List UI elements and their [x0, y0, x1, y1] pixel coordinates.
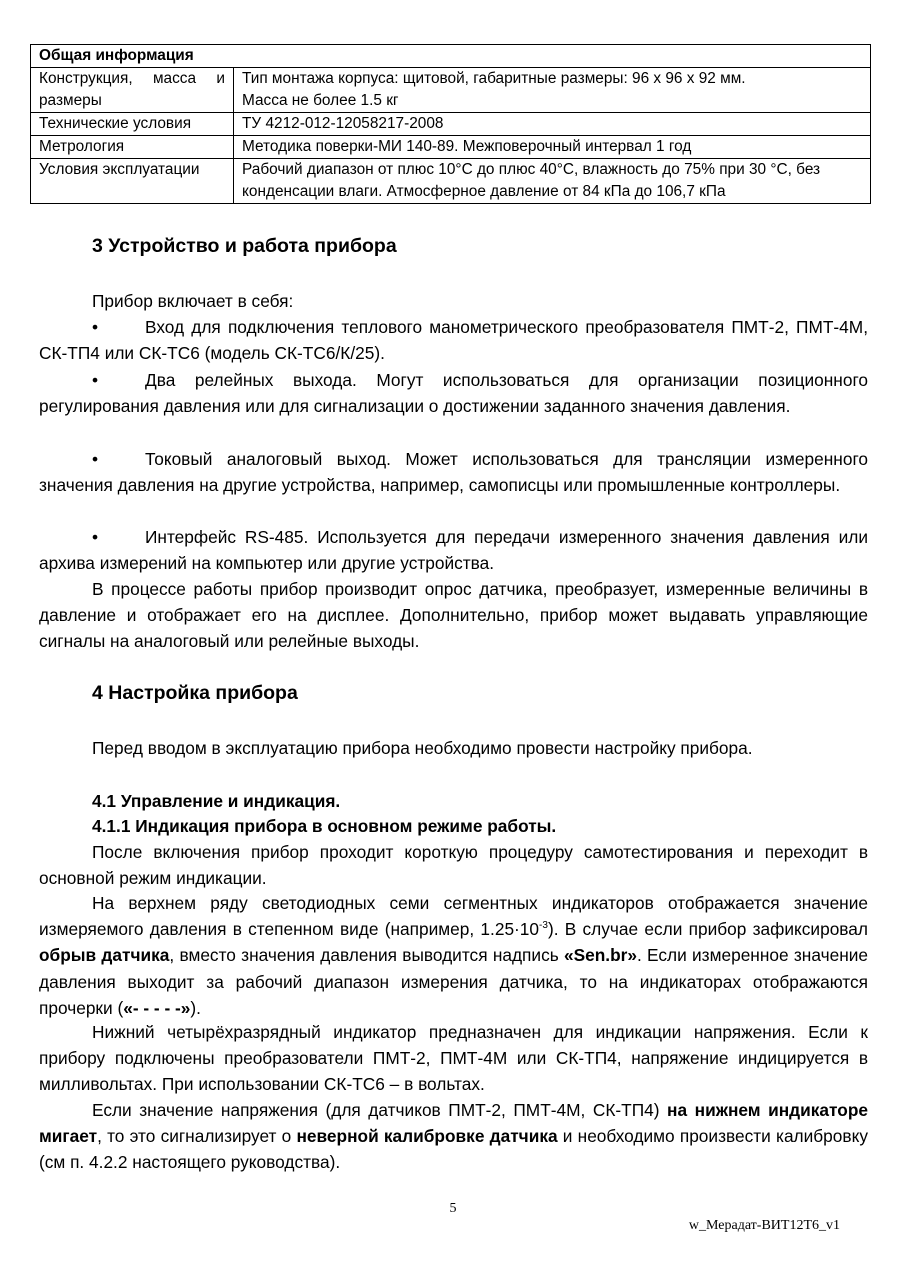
bullet-text: Токовый аналоговый выход. Может использоваться для трансляции измеренного значения давления на другие устройства, например, самописцы или промышленные контроллеры.: [39, 449, 868, 496]
table-key: Условия эксплуатации: [31, 159, 234, 204]
section-4-heading: 4 Настройка прибора: [92, 682, 298, 704]
paragraph-calibration: [39, 1097, 868, 1176]
table-header: Общая информация: [31, 45, 871, 68]
table-value: ТУ 4212-012-12058217-2008: [234, 113, 871, 136]
table-row: [31, 159, 871, 204]
bullet-item: [39, 524, 868, 576]
paragraph-lower-indicator: Нижний четырёхразрядный индикатор предназначен для индикации напряжения. Если к прибору подключены преобразователи ПМТ-2, ПМТ-4М или СК-ТП4, напряжение индицируется в милливольтах. При использовании СК-ТС6 – в вольтах.: [39, 1022, 868, 1095]
bullet-icon: •: [92, 449, 99, 469]
table-value: Рабочий диапазон от плюс 10°С до плюс 40°С, влажность до 75% при 30 °С, без конденсации влаги. Атмосферное давление от 84 кПа до 106,7 кПа: [234, 159, 871, 204]
bullet-item: [39, 367, 868, 419]
section-4-intro: Перед вводом в эксплуатацию прибора необходимо провести настройку прибора.: [92, 738, 753, 758]
text-run: и необходимо произвести калибровку (см п. 4.2.2 настоящего руководства).: [39, 1126, 868, 1173]
table-value-line: Тип монтажа корпуса: щитовой, габаритные размеры: 96 х 96 х 92 мм.: [242, 70, 746, 87]
bullet-text: Вход для подключения теплового манометрического преобразователя ПМТ-2, ПМТ-4М, СК-ТП4 или СК-ТС6 (модель СК-ТС6/К/25).: [39, 317, 868, 364]
bullet-item: [39, 446, 868, 498]
text-run: На верхнем ряду светодиодных семи сегментных индикаторов отображается значение измеряемого давления в степенном виде (например, 1.25·10: [39, 893, 868, 940]
general-info-table: [30, 44, 871, 204]
text-run: , вместо значения давления выводится надпись: [169, 945, 564, 966]
text-run: . Если измеренное значение давления выходит за рабочий диапазон измерения датчика, то на индикаторах отображаются прочерки (: [39, 945, 868, 1018]
bullet-text: Два релейных выхода. Могут использоваться для организации позиционного регулирования давления или для сигнализации о достижении заданного значения давления.: [39, 370, 868, 417]
table-value-line: Масса не более 1.5 кг: [242, 92, 399, 109]
subsection-4-1-1-heading: 4.1.1 Индикация прибора в основном режиме работы.: [92, 816, 557, 836]
table-value: [234, 68, 871, 113]
text-run: , то это сигнализирует о: [97, 1126, 297, 1147]
emphasis: на нижнем индикаторе мигает: [39, 1100, 868, 1147]
page-number: 5: [449, 1201, 457, 1216]
emphasis: «- - - - -»: [123, 997, 191, 1018]
section-3-closing: В процессе работы прибор производит опрос датчика, преобразует, измеренные величины в давление и отображает его на дисплее. Дополнительно, прибор может выдавать управляющие сигналы на аналоговый или релейные выходы.: [39, 579, 868, 652]
bullet-icon: •: [92, 317, 99, 337]
bullet-icon: •: [92, 370, 99, 390]
table-value: Методика поверки-МИ 140-89. Межповерочный интервал 1 год: [234, 136, 871, 159]
exponent: -3: [539, 920, 548, 932]
table-key: Метрология: [31, 136, 234, 159]
table-key: Технические условия: [31, 113, 234, 136]
bullet-item: [39, 314, 868, 366]
subsection-4-1-heading: 4.1 Управление и индикация.: [92, 791, 341, 811]
text-run: ). В случае если прибор зафиксировал: [547, 919, 868, 940]
text-run: ).: [190, 997, 201, 1018]
document-id: w_Мерадат-ВИТ12Т6_v1: [688, 1218, 840, 1233]
table-row: [31, 136, 871, 159]
table-key: Конструкция, масса и размеры: [31, 68, 234, 113]
table-row: [31, 68, 871, 113]
text-run: Если значение напряжения (для датчиков ПМТ-2, ПМТ-4М, СК-ТП4): [92, 1100, 668, 1120]
bullet-text: Интерфейс RS-485. Используется для передачи измеренного значения давления или архива измерений на компьютер или другие устройства.: [39, 527, 868, 574]
bullet-icon: •: [92, 527, 99, 547]
paragraph-upper-indicator: [39, 890, 868, 1021]
section-3-intro: Прибор включает в себя:: [92, 291, 294, 311]
emphasis: обрыв датчика: [39, 945, 170, 966]
emphasis: неверной калибровке датчика: [296, 1126, 558, 1147]
section-3-heading: 3 Устройство и работа прибора: [92, 235, 397, 257]
table-row: [31, 113, 871, 136]
table-header-row: [31, 45, 871, 68]
emphasis: «Sen.br»: [563, 945, 637, 966]
paragraph-selftest: После включения прибор проходит короткую процедуру самотестирования и переходит в основной режим индикации.: [39, 842, 868, 889]
